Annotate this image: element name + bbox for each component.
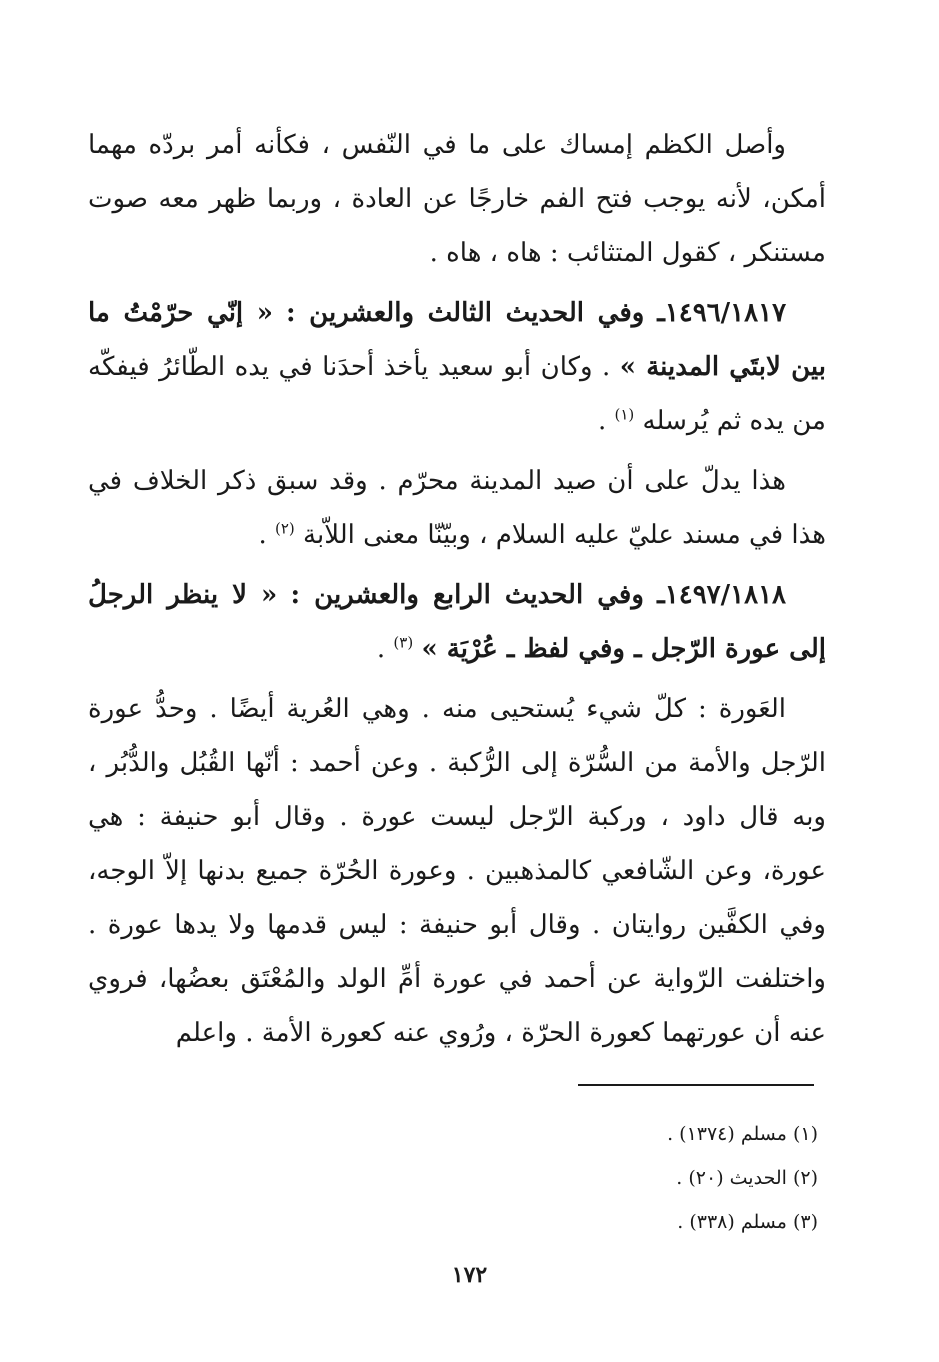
hadith-number: ١٤٩٦/١٨١٧ـ: [657, 298, 787, 328]
sentence-end: .: [376, 634, 394, 664]
paragraph-awra: [88, 682, 826, 1060]
footnote-ref-2[interactable]: (٢): [275, 519, 295, 538]
footnotes: [88, 1112, 818, 1244]
footnote-ref-3[interactable]: (٣): [393, 633, 414, 652]
hadith-intro: وفي الحديث الثالث والعشرين :: [285, 298, 645, 328]
paragraph-awra-text: العَورة : كلّ شيء يُستحيى منه . وهي العُرية أيضًا . وحدُّ عورة الرّجل والأمة من السُّرّة إلى الرُّكبة . وعن أحمد : أنّها القُبُل والدُّبُر ، وبه قال داود ، وركبة الرّجل ليست عورة . وقال أبو حنيفة : هي عورة، وعن الشّافعي كالمذهبين . وعورة الحُرّة جميع بدنها إلاّ الوجه، وفي الكفَّين روايتان . وقال أبو حنيفة : ليس قدمها ولا يدها عورة . واختلفت الرّواية عن أحمد في عورة أمِّ الولد والمُعْتَق بعضُها، فروي عنه أن عورتهما كعورة الحرّة ، ورُوي عنه كعورة الأمة . واعلم: [88, 694, 826, 1048]
hadith-quote: « إنّي حرّمْتُ ما بين لابتَي المدينة »: [88, 298, 826, 382]
paragraph-madina-text: هذا يدلّ على أن صيد المدينة محرّم . وقد سبق ذكر الخلاف في هذا في مسند عليّ عليه السلام ، وبيّنّا معنى اللاّبة: [88, 466, 826, 550]
hadith-continuation: . وكان أبو سعيد يأخذ أحدَنا في يده الطّائرُ فيفكّه من يده ثم يُرسله: [88, 352, 826, 436]
hadith-quote: « لا ينظر الرجلُ إلى عورة الرّجل ـ وفي لفظ ـ عُرْيَة »: [88, 580, 826, 664]
footnote-1: (١) مسلم (١٣٧٤) .: [667, 1123, 818, 1145]
paragraph-kazm: [88, 118, 826, 280]
sentence-end: .: [597, 406, 615, 436]
hadith-1496: [88, 286, 826, 448]
footnote-divider: [578, 1084, 814, 1086]
hadith-1497: [88, 568, 826, 676]
hadith-number: ١٤٩٧/١٨١٨ـ: [657, 580, 786, 610]
sentence-end: .: [258, 520, 275, 550]
paragraph-kazm-text: وأصل الكظم إمساك على ما في النّفس ، فكأنه أمر بردّه مهما أمكن، لأنه يوجب فتح الفم خارجًا عن العادة ، وربما ظهر معه صوت مستنكر ، كقول المتثائب : هاه ، هاه .: [88, 130, 826, 268]
paragraph-madina: [88, 454, 826, 562]
hadith-intro: وفي الحديث الرابع والعشرين :: [290, 580, 644, 610]
footnote-ref-1[interactable]: (١): [614, 405, 635, 424]
page-number: ١٧٢: [451, 1262, 488, 1288]
main-text: [88, 118, 826, 1066]
footnote-2: (٢) الحديث (٢٠) .: [676, 1167, 818, 1189]
footnote-3: (٣) مسلم (٣٣٨) .: [677, 1211, 818, 1233]
